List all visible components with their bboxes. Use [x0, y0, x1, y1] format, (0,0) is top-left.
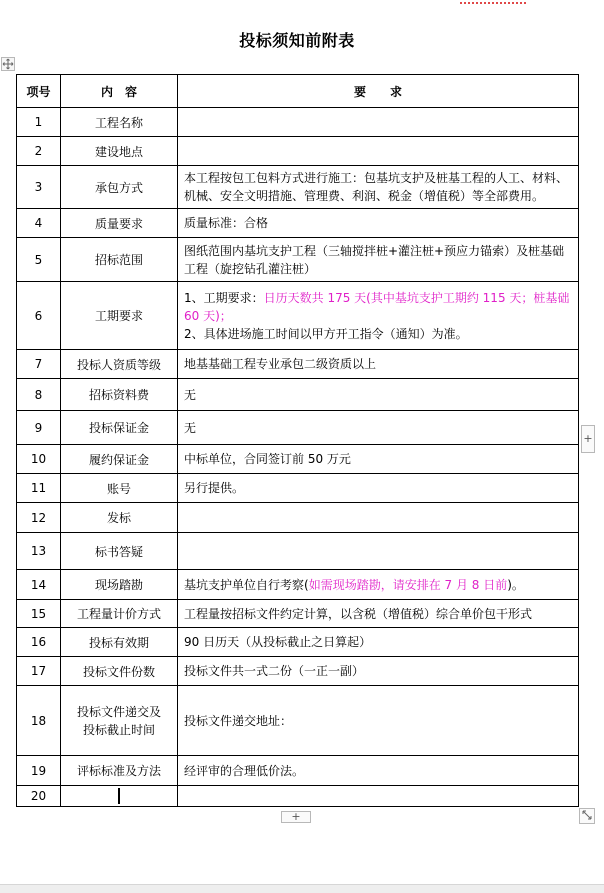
page-title: 投标须知前附表 — [239, 31, 355, 50]
survey-suffix: )。 — [507, 577, 524, 592]
row-no: 14 — [17, 570, 61, 600]
header-no: 项号 — [17, 75, 61, 108]
row-item: 现场踏勘 — [61, 570, 178, 600]
row-no: 1 — [17, 108, 61, 137]
row-req[interactable]: 另行提供。 — [178, 474, 579, 503]
row-item: 工程名称 — [61, 108, 178, 137]
row-item: 履约保证金 — [61, 445, 178, 474]
row-no: 13 — [17, 533, 61, 570]
row-item: 投标人资质等级 — [61, 350, 178, 379]
row-item: 建设地点 — [61, 137, 178, 166]
row-no: 5 — [17, 238, 61, 282]
table-row — [17, 686, 579, 756]
row-item: 招标资料费 — [61, 379, 178, 411]
add-column-button[interactable]: + — [581, 425, 595, 453]
row-req[interactable] — [178, 137, 579, 166]
row-item: 承包方式 — [61, 166, 178, 209]
row-no: 11 — [17, 474, 61, 503]
row-req[interactable]: 经评审的合理低价法。 — [178, 756, 579, 786]
row-no: 19 — [17, 756, 61, 786]
row-no: 18 — [17, 686, 61, 756]
row-no: 7 — [17, 350, 61, 379]
table-row — [17, 209, 579, 238]
row-item: 标书答疑 — [61, 533, 178, 570]
row-no: 2 — [17, 137, 61, 166]
row-item: 投标文件份数 — [61, 657, 178, 686]
table-row — [17, 786, 579, 807]
row-no: 12 — [17, 503, 61, 533]
row-no: 8 — [17, 379, 61, 411]
row-item: 质量要求 — [61, 209, 178, 238]
add-row-button[interactable]: + — [281, 811, 311, 823]
row-req[interactable]: 中标单位，合同签订前 50 万元 — [178, 445, 579, 474]
row-req[interactable] — [178, 503, 579, 533]
header-item: 内 容 — [61, 75, 178, 108]
row-no: 17 — [17, 657, 61, 686]
row-no: 15 — [17, 600, 61, 628]
resize-icon — [581, 809, 593, 821]
row-req[interactable] — [178, 570, 579, 600]
row-req[interactable] — [178, 533, 579, 570]
table-resize-handle[interactable] — [579, 808, 595, 824]
table-row — [17, 108, 579, 137]
row-no: 16 — [17, 628, 61, 657]
row-no: 4 — [17, 209, 61, 238]
row-item: 评标标准及方法 — [61, 756, 178, 786]
table-row — [17, 445, 579, 474]
spellcheck-underline — [460, 0, 526, 4]
table-row — [17, 137, 579, 166]
row-item: 工程量计价方式 — [61, 600, 178, 628]
row-item: 招标范围 — [61, 238, 178, 282]
row-item-editing[interactable] — [61, 786, 178, 807]
survey-prefix: 基坑支护单位自行考察( — [184, 577, 309, 592]
table-row — [17, 756, 579, 786]
row-req[interactable] — [178, 108, 579, 137]
row-item: 发标 — [61, 503, 178, 533]
row-item: 工期要求 — [61, 282, 178, 350]
row-req[interactable]: 无 — [178, 379, 579, 411]
row-item: 投标保证金 — [61, 411, 178, 445]
table-row — [17, 474, 579, 503]
row-no: 20 — [17, 786, 61, 807]
row-req[interactable] — [178, 786, 579, 807]
table-row — [17, 600, 579, 628]
table-row — [17, 379, 579, 411]
table-row — [17, 657, 579, 686]
row-req[interactable]: 地基基础工程专业承包二级资质以上 — [178, 350, 579, 379]
row-req[interactable]: 无 — [178, 411, 579, 445]
row-req[interactable]: 图纸范围内基坑支护工程（三轴搅拌桩+灌注桩+预应力锚索）及桩基础工程（旋挖钻孔灌注桩） — [178, 238, 579, 282]
row-item: 投标有效期 — [61, 628, 178, 657]
row-item-line2: 投标截止时间 — [82, 722, 155, 737]
row-req[interactable]: 工程量按招标文件约定计算，以含税（增值税）综合单价包干形式 — [178, 600, 579, 628]
table-row — [17, 533, 579, 570]
row-req[interactable]: 质量标准：合格 — [178, 209, 579, 238]
row-no: 3 — [17, 166, 61, 209]
table-row — [17, 238, 579, 282]
row-req[interactable]: 本工程按包工包料方式进行施工：包基坑支护及桩基工程的人工、材料、机械、安全文明措施、管理费、利润、税金（增值税）等全部费用。 — [178, 166, 579, 209]
schedule-highlight: 日历天数共 175 天(其中基坑支护工期约 115 天；桩基础 60 天)； — [184, 290, 570, 323]
schedule-prefix: 1、工期要求： — [184, 290, 264, 305]
table-row — [17, 411, 579, 445]
header-req: 要 求 — [178, 75, 579, 108]
row-no: 6 — [17, 282, 61, 350]
table-row — [17, 503, 579, 533]
table-header-row — [17, 75, 579, 108]
row-no: 10 — [17, 445, 61, 474]
row-no: 9 — [17, 411, 61, 445]
tender-notice-table — [16, 74, 579, 807]
text-cursor — [118, 788, 120, 804]
table-row — [17, 350, 579, 379]
table-row — [17, 628, 579, 657]
table-move-handle[interactable] — [1, 57, 15, 71]
survey-highlight: 如需现场踏勘，请安排在 7 月 8 日前 — [308, 577, 508, 592]
row-req[interactable]: 投标文件共一式二份（一正一副） — [178, 657, 579, 686]
row-req[interactable]: 90 日历天（从投标截止之日算起） — [178, 628, 579, 657]
row-item-line1: 投标文件递交及 — [76, 704, 161, 719]
table-row — [17, 282, 579, 350]
table-row — [17, 570, 579, 600]
row-item — [61, 686, 178, 756]
row-item: 账号 — [61, 474, 178, 503]
row-req[interactable] — [178, 282, 579, 350]
move-icon — [2, 58, 14, 70]
table-row — [17, 166, 579, 209]
schedule-line2: 2、具体进场施工时间以甲方开工指令（通知）为准。 — [184, 326, 468, 341]
row-req[interactable]: 投标文件递交地址： — [178, 686, 579, 756]
